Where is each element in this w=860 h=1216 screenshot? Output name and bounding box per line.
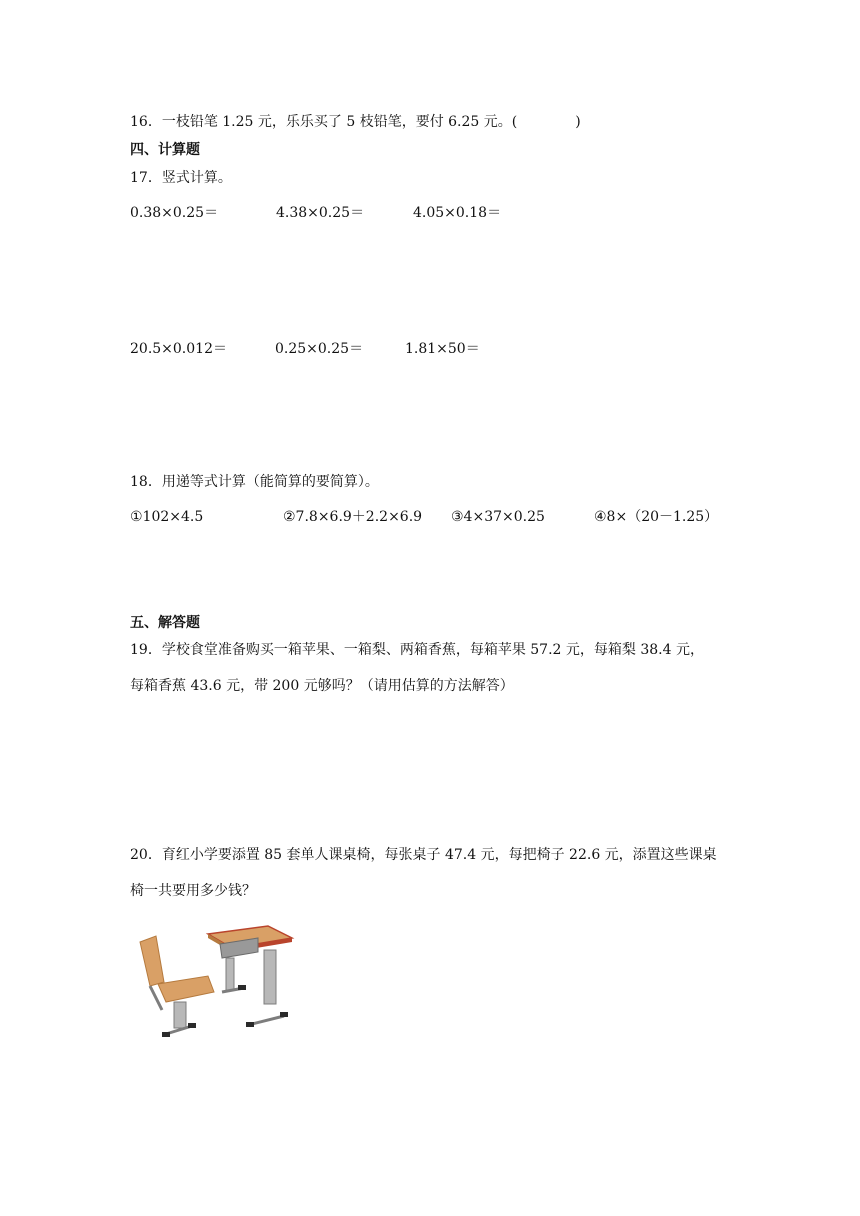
expression-item: ②7.8×6.9＋2.2×6.9 [283, 509, 423, 525]
expression-item: ③4×37×0.25 [451, 509, 545, 525]
calc-item: 4.05×0.18＝ [413, 205, 502, 221]
calc-item: 0.38×0.25＝ [130, 205, 219, 221]
section-4-title: 四、计算题 [130, 142, 200, 158]
calc-item: 0.25×0.25＝ [275, 341, 364, 357]
question-20-line-1: 20．育红小学要添置 85 套单人课桌椅，每张桌子 47.4 元，每把椅子 22.6 元，添置这些课桌 [130, 847, 717, 863]
expression-item: ④8×（20－1.25） [594, 509, 719, 525]
calc-item: 4.38×0.25＝ [276, 205, 365, 221]
desk-chair-image [128, 922, 296, 1046]
question-16 [130, 113, 581, 131]
chair-illustration [140, 936, 214, 1037]
calc-item: 20.5×0.012＝ [130, 341, 227, 357]
question-17-title: 17．竖式计算。 [130, 170, 232, 186]
question-20-line-2: 椅一共要用多少钱？ [130, 883, 256, 899]
expression-item: ①102×4.5 [130, 509, 204, 525]
question-19-line-2: 每箱香蕉 43.6 元，带 200 元够吗？（请用估算的方法解答） [130, 678, 514, 694]
question-19-line-1: 19．学校食堂准备购买一箱苹果、一箱梨、两箱香蕉，每箱苹果 57.2 元，每箱梨 38.4 元， [130, 642, 704, 658]
section-5-title: 五、解答题 [130, 615, 200, 631]
desk-illustration [208, 926, 292, 1027]
question-16-close-paren: ) [575, 114, 581, 130]
question-16-text: 16．一枝铅笔 1.25 元，乐乐买了 5 枝铅笔，要付 6.25 元。( [130, 114, 518, 130]
question-18-title: 18．用递等式计算（能简算的要简算）。 [130, 474, 379, 490]
calc-item: 1.81×50＝ [405, 341, 480, 357]
